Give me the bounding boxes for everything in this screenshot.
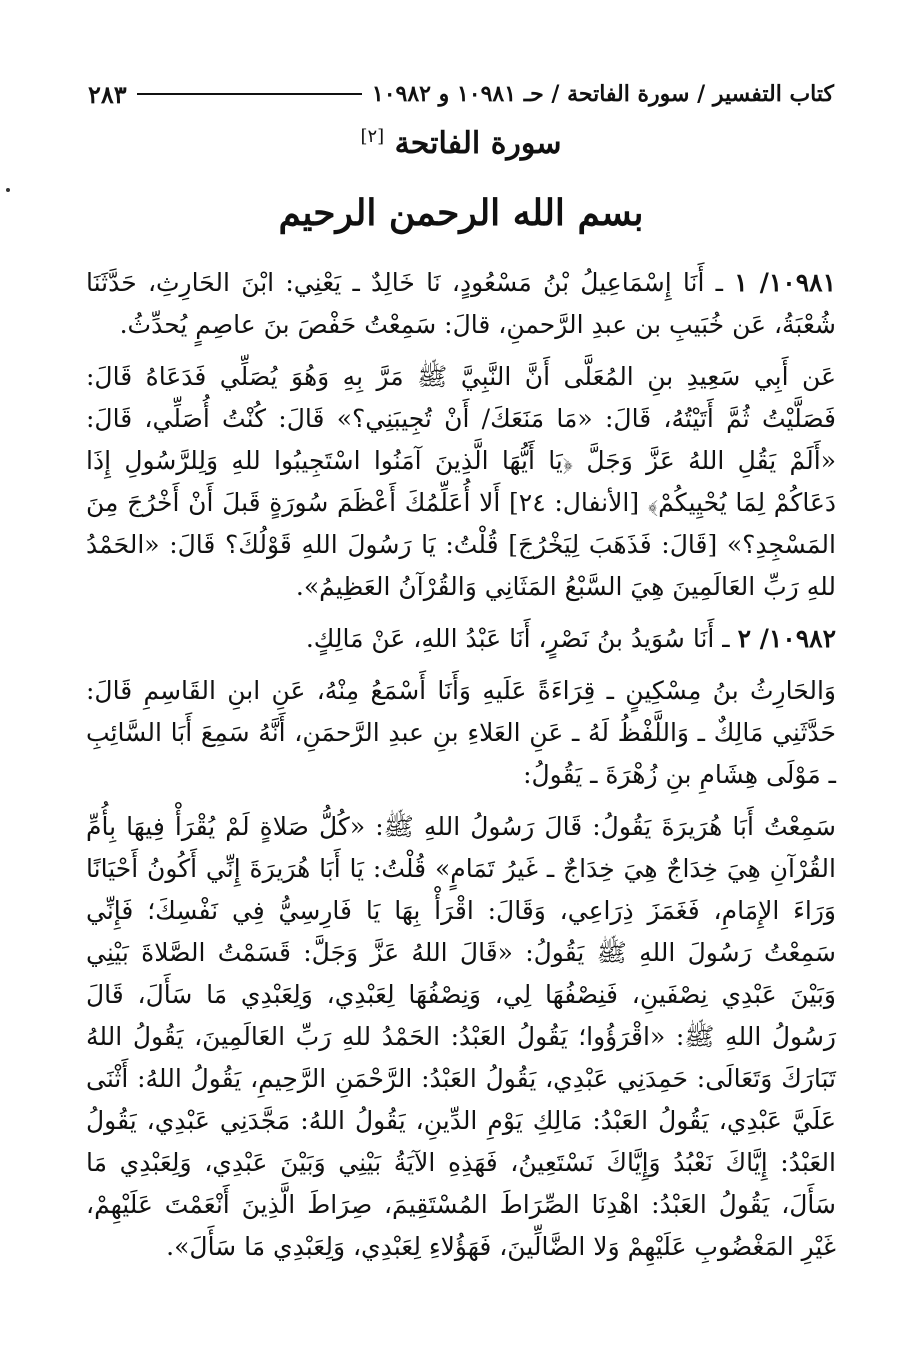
body-text bbox=[86, 262, 836, 1278]
hadith-paragraph bbox=[86, 262, 836, 346]
hadith-number: ١٠٩٨١/ ١ bbox=[734, 268, 836, 297]
surah-title bbox=[0, 126, 922, 161]
paragraph-text: سَمِعْتُ أَبَا هُرَيرَةَ يَقُولُ: قَالَ رَسُولُ اللهِ ﷺ: «كُلُّ صَلاةٍ لَمْ يُقْرَأْ فِيهَا بِأُمِّ القُرْآنِ هِيَ خِدَاجٌ هِيَ خِدَاجٌ ـ غَيرُ تَمَامٍ» قُلْتُ: يَا أَبَا هُرَيرَةَ إِنِّي أَكُونُ أَحْيَانًا وَرَاءَ الإِمَامِ، فَغَمَزَ ذِرَاعِي، وَقَالَ: اقْرَأْ بِهَا يَا فَارِسِيُّ فِي نَفْسِكَ؛ فَإِنِّي سَمِعْتُ رَسُولَ اللهِ ﷺ يَقُولُ: «قَالَ اللهُ عَزَّ وَجَلَّ: قَسَمْتُ الصَّلاةَ بَيْنِي وَبَيْنَ عَبْدِي نِصْفَينِ، فَنِصْفُهَا لِي، وَنِصْفُهَا لِعَبْدِي، وَلِعَبْدِي مَا سَأَلَ، قَالَ رَسُولُ اللهِ ﷺ: «اقْرَؤُوا؛ يَقُولُ العَبْدُ: الحَمْدُ للهِ رَبِّ العَالَمِينَ، يَقُولُ اللهُ تَبَارَكَ وَتَعَالَى: حَمِدَنِي عَبْدِي، يَقُولُ العَبْدُ: الرَّحْمَنِ الرَّحِيمِ، يَقُولُ اللهُ: أَثْنَى عَلَيَّ عَبْدِي، يَقُولُ العَبْدُ: مَالِكِ يَوْمِ الدِّينِ، يَقُولُ اللهُ: مَجَّدَنِي عَبْدِي، يَقُولُ العَبْدُ: إِيَّاكَ نَعْبُدُ وَإِيَّاكَ نَسْتَعِينُ، فَهَذِهِ الآيَةُ بَيْنِي وَبَيْنَ عَبْدِي، وَلِعَبْدِي مَا سَأَلَ، يَقُولُ العَبْدُ: اهْدِنَا الصِّرَاطَ المُسْتَقِيمَ، صِرَاطَ الَّذِينَ أَنْعَمْتَ عَلَيْهِمْ، غَيْرِ المَغْضُوبِ عَلَيْهِمْ وَلا الضَّالِّينَ، فَهَؤُلاءِ لِعَبْدِي، وَلِعَبْدِي مَا سَأَلَ». bbox=[86, 812, 836, 1261]
hadith-paragraph bbox=[86, 356, 836, 608]
hadith-paragraph bbox=[86, 806, 836, 1268]
running-head: كتاب التفسير / سورة الفاتحة / حـ ١٠٩٨١ و ١٠٩٨٢ bbox=[371, 81, 834, 107]
hadith-paragraph bbox=[86, 670, 836, 796]
hadith-paragraph bbox=[86, 618, 836, 660]
header-rule bbox=[137, 93, 362, 95]
paragraph-text: عَن أَبِي سَعِيدِ بنِ المُعَلَّى أَنَّ النَّبِيَّ ﷺ مَرَّ بِهِ وَهُوَ يُصَلِّي فَدَعَاهُ قَالَ: فَصَلَّيْتُ ثُمَّ أَتَيْتُهُ، قَالَ: «مَا مَنَعَكَ/ أَنْ تُجِيبَنِي؟» قَالَ: كُنْتُ أُصَلِّي، قَالَ: «أَلَمْ يَقُلِ اللهُ عَزَّ وَجَلَّ ﴿يَا أَيُّهَا الَّذِينَ آمَنُوا اسْتَجِيبُوا للهِ وَلِلرَّسُولِ إِذَا دَعَاكُمْ لِمَا يُحْيِيكُمْ﴾ [الأنفال: ٢٤] أَلا أُعَلِّمُكَ أَعْظَمَ سُورَةٍ قَبلَ أَنْ أَخْرُجَ مِنَ المَسْجِدِ؟» [قَالَ: فَذَهَبَ لِيَخْرُجَ] قُلْتُ: يَا رَسُولَ اللهِ قَوْلُكَ؟ قَالَ: «الحَمْدُ للهِ رَبِّ العَالَمِينَ هِيَ السَّبْعُ المَثَانِي وَالقُرْآنُ العَظِيمُ». bbox=[86, 362, 836, 601]
page-number: ٢٨٣ bbox=[88, 79, 127, 109]
basmala: بسم الله الرحمن الرحيم bbox=[278, 192, 644, 234]
footnote-ref: [٢] bbox=[360, 126, 385, 147]
paragraph-text: ـ أَنَا سُوَيدُ بنُ نَصْرٍ، أَنَا عَبْدُ اللهِ، عَنْ مَالِكٍ. bbox=[305, 624, 738, 653]
surah-name: سورة الفاتحة bbox=[394, 126, 562, 161]
paragraph-text: وَالحَارِثُ بنُ مِسْكِينٍ ـ قِرَاءَةً عَلَيهِ وَأَنَا أَسْمَعُ مِنْهُ، عَنِ ابنِ القَاسِمِ قَالَ: حَدَّثَنِي مَالِكٌ ـ وَاللَّفْظُ لَهُ ـ عَنِ العَلاءِ بنِ عبدِ الرَّحمَنِ، أَنَّهُ سَمِعَ أَبَا السَّائِبِ ـ مَوْلَى هِشَامِ بنِ زُهْرَةَ ـ يَقُولُ: bbox=[86, 676, 836, 789]
paragraph-text: ـ أَنَا إِسْمَاعِيلُ بْنُ مَسْعُودٍ، نَا خَالِدٌ ـ يَعْنِي: ابْنَ الحَارِثِ، حَدَّثَنَا شُعْبَةُ، عَن خُبَيبِ بن عبدِ الرَّحمنِ، قالَ: سَمِعْتُ حَفْصَ بنَ عاصِمٍ يُحدِّثُ. bbox=[86, 268, 836, 339]
page-header bbox=[88, 76, 834, 112]
hadith-number: ١٠٩٨٢/ ٢ bbox=[737, 624, 836, 653]
